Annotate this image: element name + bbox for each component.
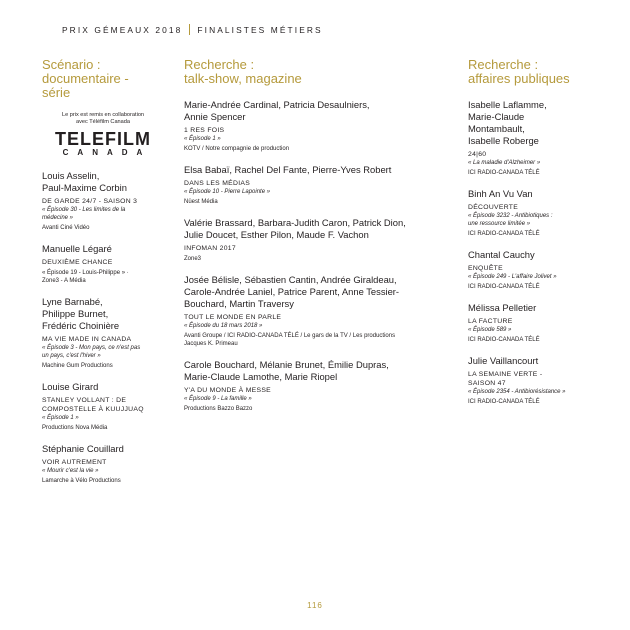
program-title-line: DE GARDE 24/7 - SAISON 3	[42, 198, 138, 205]
finalist-entry	[42, 296, 164, 370]
production-company	[42, 477, 164, 485]
program-title-line: 1 RES FOIS	[184, 127, 225, 134]
finalist-entry	[184, 164, 438, 206]
production-company-line: ICI RADIO-CANADA TÉLÉ	[468, 170, 540, 176]
finalist-names-line: Louise Girard	[42, 381, 99, 392]
episode-title	[468, 388, 596, 396]
episode-title-line: « Épisode 10 - Pierre Lapointe »	[184, 189, 271, 195]
production-company	[184, 405, 438, 413]
category-line: talk-show, magazine	[184, 71, 302, 86]
production-company	[468, 336, 596, 344]
production-company	[42, 269, 164, 285]
production-company-line: Avanti Groupe / ICI RADIO-CANADA TÉLÉ / Le gars de la TV / Les productions	[184, 333, 396, 339]
finalist-entry	[42, 243, 164, 285]
finalist-names-line: Annie Spencer	[184, 111, 246, 122]
finalist-names-line: Manuelle Légaré	[42, 243, 112, 254]
program-title-line: DANS LES MÉDIAS	[184, 180, 251, 187]
episode-title-line: « La maladie d'Alzheimer »	[468, 160, 541, 166]
production-company-line: ICI RADIO-CANADA TÉLÉ	[468, 284, 540, 290]
episode-title-line: « Épisode 30 - Les limites de la	[42, 207, 126, 213]
episode-title	[184, 135, 438, 143]
sponsor-line: Le prix est remis en collaboration	[61, 112, 145, 118]
page-number: 116	[307, 601, 323, 610]
program-title-line: DÉCOUVERTE	[468, 204, 519, 211]
program-title	[184, 244, 438, 253]
production-company	[184, 255, 438, 263]
page-header	[62, 24, 323, 35]
category-line: documentaire -	[42, 71, 129, 86]
program-title	[184, 179, 438, 188]
episode-title	[468, 273, 596, 281]
finalist-names	[184, 217, 438, 241]
finalist-names-line: Valérie Brassard, Barbara-Judith Caron, Patrick Dion,	[184, 217, 406, 228]
finalist-names-line: Bouchard, Martin Traversy	[184, 298, 294, 309]
category-line: Recherche :	[184, 57, 255, 72]
episode-title	[42, 467, 164, 475]
program-title	[42, 458, 164, 467]
finalist-names-line: Marie-Claude	[468, 111, 525, 122]
finalist-names	[184, 99, 438, 123]
episode-title-line: « Épisode 9 - La famille »	[184, 396, 252, 402]
finalist-names	[184, 359, 438, 383]
production-company-line: Productions Bazzo Bazzo	[184, 406, 253, 412]
program-title	[468, 150, 596, 159]
program-title-line: TOUT LE MONDE EN PARLE	[184, 314, 282, 321]
program-title	[468, 264, 596, 273]
production-company	[468, 283, 596, 291]
finalist-entry	[184, 359, 438, 413]
finalist-names	[468, 249, 596, 261]
finalist-entry	[42, 443, 164, 485]
header-section: FINALISTES MÉTIERS	[197, 25, 323, 35]
finalist-names-line: Marie-Andrée Cardinal, Patricia Desaulniers,	[184, 99, 370, 110]
logo-line1: TELEFILM	[55, 129, 151, 149]
program-title-line: Y'A DU MONDE À MESSE	[184, 387, 271, 394]
production-company	[42, 224, 164, 232]
program-title	[42, 258, 164, 267]
category-line: série	[42, 85, 71, 100]
program-title-line: LA SEMAINE VERTE -	[468, 371, 543, 378]
category-line: affaires publiques	[468, 71, 570, 86]
program-title	[184, 313, 438, 322]
production-company-line: Lamarche à Vélo Productions	[42, 478, 121, 484]
logo-line2: CANADA	[62, 148, 152, 157]
episode-title-line: « Épisode 589 »	[468, 327, 512, 333]
program-title	[184, 126, 438, 135]
finalist-names	[468, 99, 596, 147]
finalist-names-line: Elsa Babaï, Rachel Del Fante, Pierre-Yves Robert	[184, 164, 392, 175]
program-title	[42, 396, 164, 414]
program-title-line: SAISON 47	[468, 380, 506, 387]
production-company-line: Productions Nova Média	[42, 425, 108, 431]
production-company-line: Zone3 - A Média	[42, 278, 86, 284]
production-company	[468, 230, 596, 238]
production-company	[42, 424, 164, 432]
episode-title-line: « Épisode 3232 - Antibiotiques :	[468, 213, 553, 219]
finalist-names-line: Binh An Vu Van	[468, 188, 533, 199]
episode-title-line: « Épisode 2354 - Antibiorésistance »	[468, 389, 566, 395]
category-line: Scénario :	[42, 57, 101, 72]
finalist-entry	[468, 188, 596, 238]
finalist-names-line: Paul-Maxime Corbin	[42, 182, 127, 193]
episode-title-line: médecine »	[42, 215, 74, 221]
program-title-line: STANLEY VOLLANT : DE	[42, 397, 127, 404]
production-company-line: KOTV / Notre compagnie de production	[184, 146, 290, 152]
episode-title	[468, 212, 596, 228]
header-divider	[189, 24, 190, 35]
finalist-entry	[468, 99, 596, 177]
finalist-names-line: Lyne Barnabé,	[42, 296, 103, 307]
program-title-line: VOIR AUTREMENT	[42, 459, 107, 466]
program-title-line: COMPOSTELLE À KUUJJUAQ	[42, 406, 144, 413]
program-title	[468, 203, 596, 212]
production-company-line: ICI RADIO-CANADA TÉLÉ	[468, 399, 540, 405]
program-title-line: MA VIE MADE IN CANADA	[42, 336, 132, 343]
finalist-names	[42, 296, 164, 332]
finalist-entry	[468, 355, 596, 406]
production-company-line: Nüest Média	[184, 199, 218, 205]
finalist-names-line: Isabelle Laflamme,	[468, 99, 547, 110]
production-company-line: « Épisode 19 - Louis-Philippe » ·	[42, 270, 129, 276]
production-company	[184, 332, 438, 348]
column-documentary-series	[42, 58, 164, 496]
category-title	[468, 58, 596, 86]
episode-title-line: « Épisode du 18 mars 2018 »	[184, 323, 263, 329]
finalist-names-line: Josée Bélisle, Sébastien Cantin, Andrée Giraldeau,	[184, 274, 397, 285]
program-title-line: LA FACTURE	[468, 318, 513, 325]
episode-title	[42, 206, 164, 222]
finalist-names-line: Isabelle Roberge	[468, 135, 539, 146]
category-title	[42, 58, 164, 100]
finalist-entry	[42, 381, 164, 432]
column-talkshow-magazine	[184, 58, 438, 424]
program-title	[42, 197, 164, 206]
entry-list	[468, 99, 596, 406]
program-title	[184, 386, 438, 395]
production-company	[42, 362, 164, 370]
sponsor-line: avec Téléfilm Canada	[76, 119, 130, 125]
entry-list	[184, 99, 438, 413]
entry-list	[42, 170, 164, 485]
finalist-names-line: Louis Asselin,	[42, 170, 100, 181]
category-line: Recherche :	[468, 57, 539, 72]
episode-title	[42, 344, 164, 360]
finalist-names-line: Chantal Cauchy	[468, 249, 535, 260]
finalist-names-line: Julie Vaillancourt	[468, 355, 539, 366]
column-public-affairs	[468, 58, 596, 417]
finalist-entry	[468, 302, 596, 344]
episode-title	[42, 414, 164, 422]
production-company	[184, 198, 438, 206]
episode-title	[184, 395, 438, 403]
finalist-names	[468, 302, 596, 314]
production-company-line: ICI RADIO-CANADA TÉLÉ	[468, 231, 540, 237]
category-title	[184, 58, 438, 86]
finalist-names	[184, 274, 438, 310]
telefilm-logo	[42, 131, 164, 157]
program-title-line: 24|60	[468, 151, 487, 158]
episode-title-line: « Épisode 3 - Mon pays, ce n'est pas	[42, 345, 141, 351]
finalist-names-line: Stéphanie Couillard	[42, 443, 124, 454]
episode-title-line: « Épisode 249 - L'affaire Jolivet »	[468, 274, 557, 280]
production-company-line: Jacques K. Primeau	[184, 341, 238, 347]
program-title	[468, 370, 596, 388]
program-title	[468, 317, 596, 326]
episode-title-line: « Mourir c'est la vie »	[42, 468, 99, 474]
production-company	[184, 145, 438, 153]
production-company-line: ICI RADIO-CANADA TÉLÉ	[468, 337, 540, 343]
production-company	[468, 398, 596, 406]
finalist-entry	[184, 217, 438, 263]
finalist-names	[42, 381, 164, 393]
finalist-names	[42, 443, 164, 455]
episode-title	[184, 188, 438, 196]
finalist-names	[184, 164, 438, 176]
production-company-line: Avanti Ciné Vidéo	[42, 225, 90, 231]
header-award: PRIX GÉMEAUX 2018	[62, 25, 183, 35]
finalist-names-line: Frédéric Choinière	[42, 320, 120, 331]
finalist-names	[468, 355, 596, 367]
finalist-names-line: Marie-Claude Lamothe, Marie Riopel	[184, 371, 338, 382]
finalist-entry	[42, 170, 164, 232]
finalist-names-line: Julie Doucet, Esther Pilon, Maude F. Vachon	[184, 229, 369, 240]
episode-title-line: un pays, c'est l'hiver »	[42, 353, 101, 359]
production-company-line: Zone3	[184, 256, 202, 262]
finalist-entry	[184, 274, 438, 348]
finalist-names-line: Carole Bouchard, Mélanie Brunet, Émilie Dupras,	[184, 359, 389, 370]
finalist-names-line: Carole-Andrée Laniel, Patrice Parent, Anne Tessier-	[184, 286, 400, 297]
finalist-names	[42, 170, 164, 194]
episode-title-line: « Épisode 1 »	[184, 136, 221, 142]
finalist-names-line: Montambault,	[468, 123, 525, 134]
episode-title-line: une ressource limitée »	[468, 221, 531, 227]
production-company-line: Machine Gum Productions	[42, 363, 113, 369]
program-title-line: DEUXIÈME CHANCE	[42, 259, 113, 266]
episode-title-line: « Épisode 1 »	[42, 415, 79, 421]
episode-title	[468, 159, 596, 167]
episode-title	[184, 322, 438, 330]
program-title-line: ENQUÊTE	[468, 265, 503, 272]
program-title-line: INFOMAN 2017	[184, 245, 236, 252]
finalist-names	[42, 243, 164, 255]
finalist-names-line: Mélissa Pelletier	[468, 302, 537, 313]
finalist-names-line: Philippe Burnet,	[42, 308, 109, 319]
program-title	[42, 335, 164, 344]
finalist-entry	[184, 99, 438, 153]
finalist-entry	[468, 249, 596, 291]
sponsor-note	[42, 112, 164, 126]
production-company	[468, 169, 596, 177]
finalist-names	[468, 188, 596, 200]
episode-title	[468, 326, 596, 334]
